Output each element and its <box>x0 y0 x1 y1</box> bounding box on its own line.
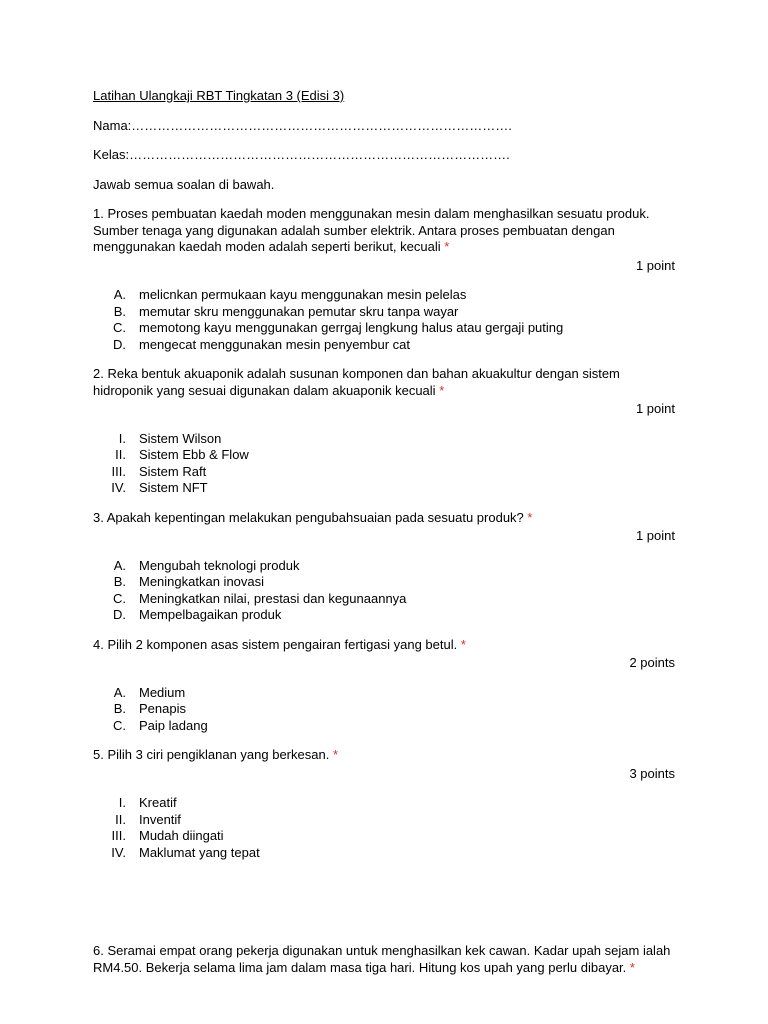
required-asterisk: * <box>439 382 445 398</box>
points-label: 1 point <box>635 401 675 416</box>
option-text: Medium <box>139 684 186 700</box>
option-marker: C. <box>113 590 126 606</box>
option-text: Inventif <box>139 811 181 827</box>
options-list <box>93 431 675 497</box>
class-field-line: Kelas:……………………………………………………………………………. <box>93 147 510 162</box>
question-1 <box>93 206 675 353</box>
option-marker: C. <box>113 320 126 335</box>
options-list <box>93 558 675 624</box>
option-text: Mempelbagaikan produk <box>139 607 282 622</box>
option-text: Sistem Raft <box>139 463 207 479</box>
required-asterisk: * <box>444 239 450 254</box>
option-item <box>93 558 675 575</box>
option-item <box>93 845 675 862</box>
instruction-text: Jawab semua soalan di bawah. <box>93 176 275 192</box>
options-list <box>93 287 675 353</box>
option-marker: II. <box>115 811 126 827</box>
question-3 <box>93 510 675 624</box>
option-marker: II. <box>115 447 126 462</box>
option-text: memotong kayu menggunakan gerrgaj lengkung halus atau gergaji puting <box>139 320 564 335</box>
option-item <box>93 337 675 354</box>
question-text: 1. Proses pembuatan kaedah moden menggunakan mesin dalam menghasilkan sesuatu produk. Sumber tenaga yang digunakan adalah sumber elektrik. Antara proses pembuatan dengan menggunakan kaedah moden adalah seperti berikut, kecuali <box>93 206 650 254</box>
option-marker: I. <box>118 430 126 446</box>
option-text: Mudah diingati <box>139 828 224 843</box>
document-page <box>93 88 675 976</box>
required-asterisk: * <box>527 509 533 525</box>
option-text: Meningkatkan nilai, prestasi dan kegunaannya <box>139 590 407 606</box>
option-marker: IV. <box>111 480 126 495</box>
options-list <box>93 795 675 861</box>
option-item <box>93 718 675 735</box>
points-label: 1 point <box>635 257 675 273</box>
option-text: mengecat menggunakan mesin penyembur cat <box>139 336 410 352</box>
option-marker: I. <box>118 795 126 810</box>
points-label: 2 points <box>629 655 675 670</box>
option-item <box>93 812 675 829</box>
option-item <box>93 304 675 321</box>
option-text: Paip ladang <box>139 717 208 733</box>
option-marker: C. <box>113 717 126 733</box>
option-marker: B. <box>113 303 126 319</box>
option-text: melicnkan permukaan kayu menggunakan mesin pelelas <box>139 287 467 302</box>
option-item <box>93 795 675 812</box>
option-item <box>93 701 675 718</box>
question-text: 6. Seramai empat orang pekerja digunakan untuk menghasilkan kek cawan. Kadar upah sejam ialah RM4.50. Bekerja selama lima jam dalam masa tiga hari. Hitung kos upah yang perlu dibayar. <box>93 943 671 975</box>
option-item <box>93 685 675 702</box>
option-text: Sistem Wilson <box>139 430 222 446</box>
option-marker: III. <box>111 828 126 843</box>
option-text: Sistem Ebb & Flow <box>139 447 249 462</box>
option-text: Sistem NFT <box>139 480 208 495</box>
option-marker: A. <box>113 287 126 302</box>
question-text: 5. Pilih 3 ciri pengiklanan yang berkesan. <box>93 747 330 762</box>
document-title: Latihan Ulangkaji RBT Tingkatan 3 (Edisi 3) <box>93 88 345 103</box>
points-label: 3 points <box>629 765 675 781</box>
option-marker: IV. <box>111 844 126 860</box>
question-text: 2. Reka bentuk akuaponik adalah susunan komponen dan bahan akuakultur dengan sistem hidroponik yang sesuai digunakan dalam akuaponik kecuali <box>93 366 620 398</box>
option-item <box>93 431 675 448</box>
question-2 <box>93 366 675 497</box>
option-item <box>93 828 675 845</box>
question-6 <box>93 943 675 976</box>
option-text: memutar skru menggunakan pemutar skru tanpa wayar <box>139 303 459 319</box>
option-marker: D. <box>113 336 126 352</box>
question-4 <box>93 637 675 735</box>
option-text: Kreatif <box>139 795 177 810</box>
option-text: Maklumat yang tepat <box>139 844 260 860</box>
option-text: Penapis <box>139 701 186 716</box>
option-text: Mengubah teknologi produk <box>139 557 300 573</box>
option-marker: A. <box>113 557 126 573</box>
option-marker: D. <box>113 607 126 622</box>
option-item <box>93 287 675 304</box>
option-item <box>93 607 675 624</box>
option-marker: A. <box>113 684 126 700</box>
option-item <box>93 591 675 608</box>
question-5 <box>93 747 675 861</box>
required-asterisk: * <box>332 747 338 762</box>
required-asterisk: * <box>629 959 635 975</box>
option-marker: B. <box>113 574 126 589</box>
option-marker: B. <box>113 701 126 716</box>
question-text: 4. Pilih 2 komponen asas sistem pengairan fertigasi yang betul. <box>93 636 458 652</box>
option-item <box>93 447 675 464</box>
question-text: 3. Apakah kepentingan melakukan pengubahsuaian pada sesuatu produk? <box>93 509 524 525</box>
options-list <box>93 685 675 735</box>
option-item <box>93 480 675 497</box>
points-label: 1 point <box>635 528 675 543</box>
option-text: Meningkatkan inovasi <box>139 574 265 589</box>
option-item <box>93 464 675 481</box>
name-field-line: Nama:……………………………………………………………………………. <box>93 117 512 133</box>
option-item <box>93 320 675 337</box>
option-marker: III. <box>111 463 126 479</box>
option-item <box>93 574 675 591</box>
required-asterisk: * <box>460 636 466 652</box>
